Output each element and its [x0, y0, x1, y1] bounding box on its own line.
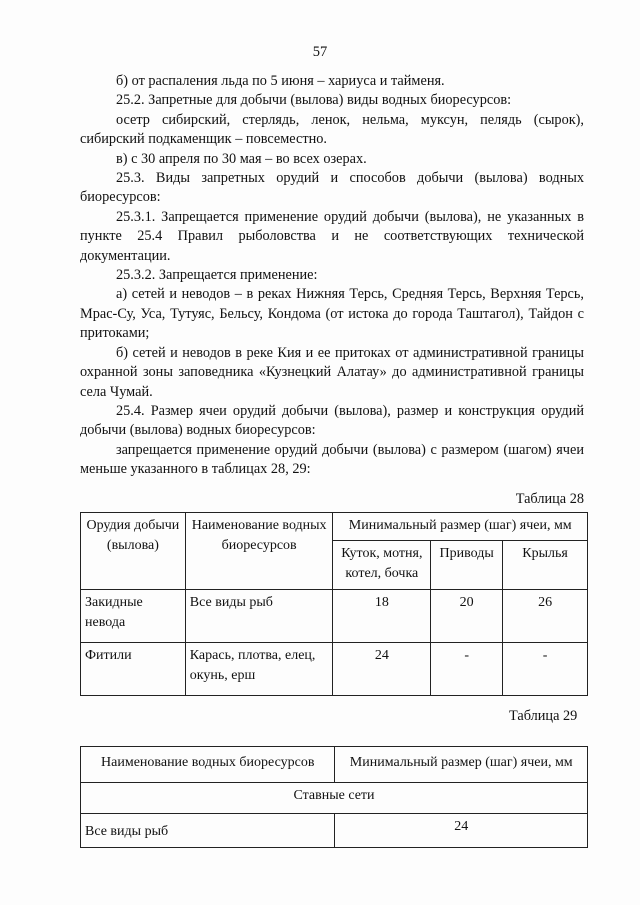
section-heading: Ставные сети — [81, 783, 588, 814]
paragraph: 25.4. Размер ячеи орудий добычи (вылова), размер и конструкция орудий добычи (вылова) водных биоресурсов: — [80, 402, 584, 439]
paragraph: 25.3.1. Запрещается применение орудий добычи (вылова), не указанных в пункте 25.4 Правил рыболовства и не соответствующих технической документации. — [80, 208, 584, 264]
paragraph: 25.2. Запретные для добычи (вылова) виды водных биоресурсов: — [116, 92, 512, 109]
cell-value: 26 — [503, 590, 588, 643]
cell-species: Все виды рыб — [81, 814, 335, 848]
paragraph: б) сетей и неводов в реке Кия и ее притоках от административной границы охранной зоны заповедника «Кузнецкий Алатау» до административной границы села Чумай. — [80, 344, 584, 400]
body-text — [80, 72, 584, 509]
paragraph: в) с 30 апреля по 30 мая – во всех озерах. — [116, 150, 367, 167]
cell-gear: Закидные невода — [81, 590, 186, 643]
header-sub-privody: Приводы — [431, 541, 503, 590]
table-row — [81, 513, 588, 541]
paragraph: б) от распаления льда по 5 июня – хариуса и тайменя. — [116, 73, 445, 89]
table-row — [81, 643, 588, 696]
table-row — [81, 814, 588, 848]
paragraph: 25.3. Виды запретных орудий и способов добычи (вылова) водных биоресурсов: — [80, 170, 584, 206]
paragraph: осетр сибирский, стерлядь, ленок, нельма, муксун, пелядь (сырок), сибирский подкаменщик – повсеместно. — [80, 111, 584, 148]
table-29 — [80, 746, 588, 848]
cell-value: 24 — [333, 643, 431, 696]
paragraph: запрещается применение орудий добычи (вылова) с размером (шагом) ячеи меньше указанного в таблицах 28, 29: — [80, 441, 584, 478]
paragraph: 25.3.2. Запрещается применение: — [116, 267, 318, 284]
header-min-size: Минимальный размер (шаг) ячеи, мм — [333, 513, 588, 541]
cell-species: Все виды рыб — [185, 590, 333, 643]
header-species: Наименование водных биоресурсов — [81, 747, 335, 783]
cell-value: 24 — [335, 814, 588, 848]
table-28 — [80, 512, 588, 696]
paragraph: а) сетей и неводов – в реках Нижняя Терсь, Средняя Терсь, Верхняя Терсь, Мрас-Су, Уса, Тутуяс, Бельсу, Кондома (от истока до города Таштагол), Тайдон с притоками; — [80, 286, 584, 342]
cell-gear: Фитили — [81, 643, 186, 696]
cell-value: 18 — [333, 590, 431, 643]
cell-species: Карась, плотва, елец, окунь, ерш — [185, 643, 333, 696]
header-species: Наименование водных биоресурсов — [185, 513, 333, 590]
header-min-size: Минимальный размер (шаг) ячеи, мм — [335, 747, 588, 783]
table-29-caption: Таблица 29 — [509, 708, 578, 724]
header-gear: Орудия добычи (вылова) — [81, 513, 186, 590]
cell-value: - — [503, 643, 588, 696]
table-row — [81, 590, 588, 643]
table-row — [81, 747, 588, 783]
page-number: 57 — [312, 44, 328, 60]
table-28-caption: Таблица 28 — [515, 490, 584, 507]
cell-value: - — [431, 643, 503, 696]
cell-value: 20 — [431, 590, 503, 643]
header-sub-krylya: Крылья — [503, 541, 588, 590]
table-row — [81, 783, 588, 814]
header-sub-kutok: Куток, мотня, котел, бочка — [333, 541, 431, 590]
